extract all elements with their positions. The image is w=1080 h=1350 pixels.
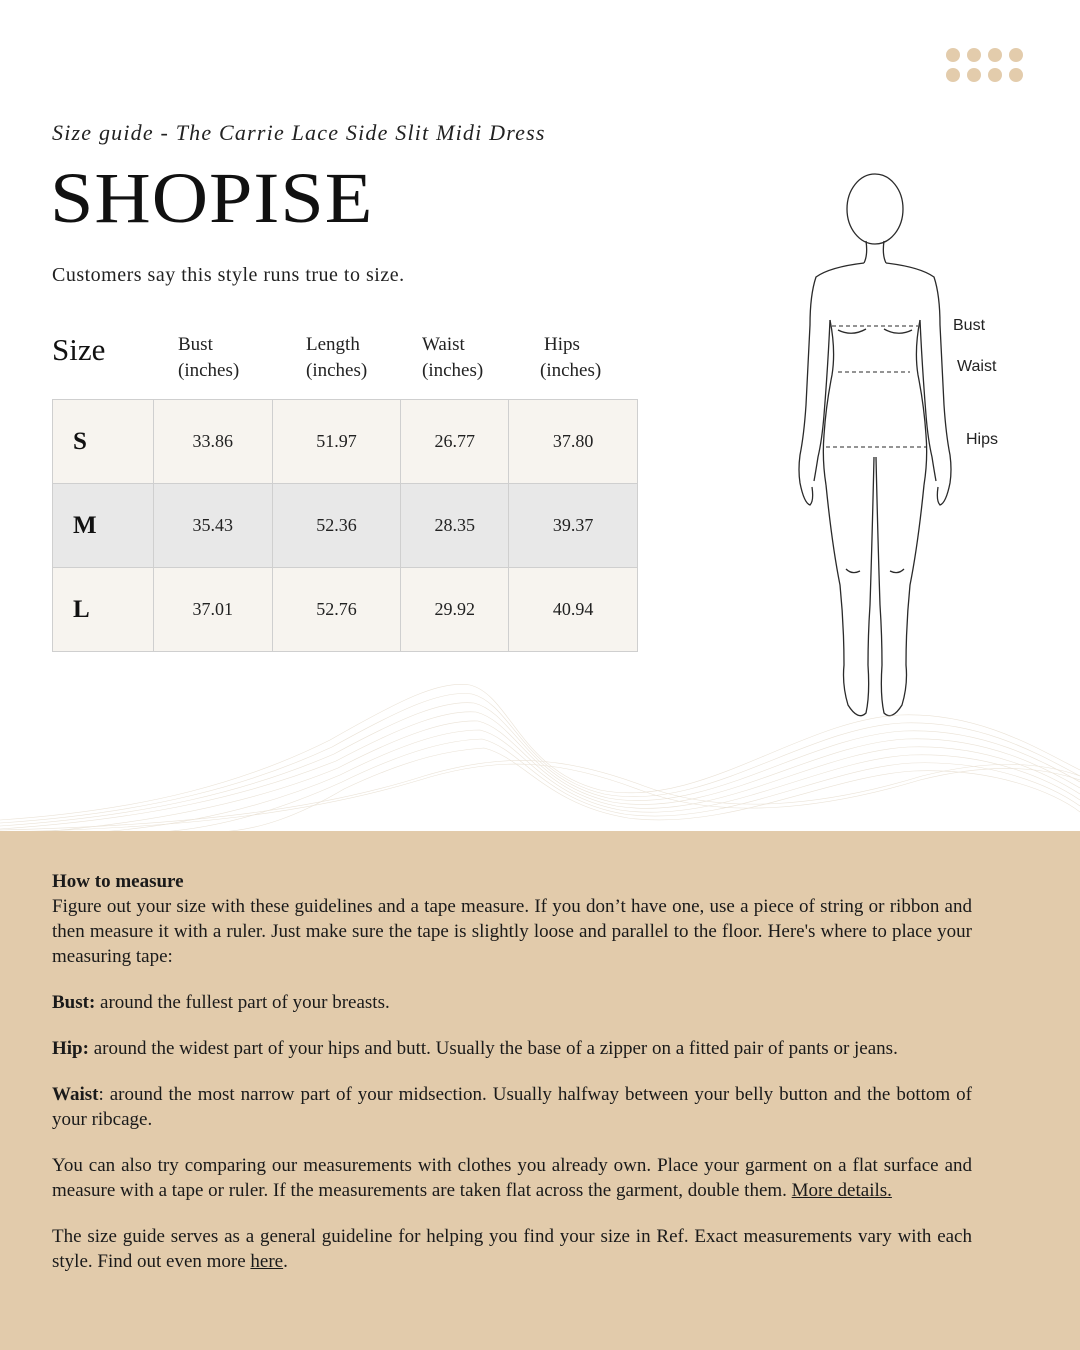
decorative-dots: [946, 48, 1026, 88]
waist-label: Waist: [957, 358, 997, 375]
waist-cell: 26.77: [401, 400, 509, 484]
table-row: [53, 400, 638, 484]
bust-label: Bust: [953, 317, 986, 334]
length-column-header: Length (inches): [306, 334, 368, 381]
fit-tagline: Customers say this style runs true to size.: [52, 264, 405, 286]
how-to-measure-heading: How to measure: [52, 871, 184, 892]
decorative-wave-lines: [0, 660, 1080, 832]
more-details-link[interactable]: More details.: [791, 1180, 892, 1201]
size-cell: M: [53, 484, 154, 568]
hips-cell: 39.37: [509, 484, 638, 568]
compare-paragraph: You can also try comparing our measurements with clothes you already own. Place your garment on a flat surface and measure with a tape or ruler. If the measurements are taken flat across the garment, double them. More details.: [52, 1155, 972, 1201]
size-column-header: Size: [52, 332, 106, 367]
waist-column-header: Waist (inches): [422, 334, 484, 381]
bust-cell: 37.01: [153, 568, 272, 652]
brand-logo: SHOPISE: [50, 157, 374, 238]
hips-column-header: Hips (inches): [540, 334, 602, 381]
intro-paragraph: Figure out your size with these guidelines and a tape measure. If you don’t have one, use a piece of string or ribbon and then measure it with a ruler. Just make sure the tape is slightly loose and parallel to the floor. Here's where to place your measuring tape:: [52, 896, 972, 967]
guide-paragraph: The size guide serves as a general guideline for helping you find your size in Ref. Exact measurements vary with each style. Find out even more here.: [52, 1226, 972, 1272]
table-row: [53, 484, 638, 568]
hip-instruction: Hip: around the widest part of your hips and butt. Usually the base of a zipper on a fitted pair of pants or jeans.: [52, 1038, 898, 1059]
length-cell: 52.36: [272, 484, 401, 568]
waist-cell: 29.92: [401, 568, 509, 652]
hips-label: Hips: [966, 431, 999, 448]
how-to-measure-section: [0, 831, 1080, 1350]
size-cell: L: [53, 568, 154, 652]
table-row: [53, 568, 638, 652]
size-table: [52, 399, 638, 652]
bust-cell: 35.43: [153, 484, 272, 568]
hips-cell: 40.94: [509, 568, 638, 652]
bust-cell: 33.86: [153, 400, 272, 484]
bust-column-header: Bust (inches): [178, 334, 240, 381]
here-link[interactable]: here: [250, 1251, 284, 1272]
waist-cell: 28.35: [401, 484, 509, 568]
waist-instruction: Waist: around the most narrow part of your midsection. Usually halfway between your belly button and the bottom of your ribcage.: [52, 1084, 972, 1130]
hips-cell: 37.80: [509, 400, 638, 484]
length-cell: 52.76: [272, 568, 401, 652]
length-cell: 51.97: [272, 400, 401, 484]
size-cell: S: [53, 400, 154, 484]
page-subtitle: Size guide - The Carrie Lace Side Slit Midi Dress: [52, 120, 546, 145]
bust-instruction: Bust: around the fullest part of your breasts.: [52, 992, 390, 1013]
